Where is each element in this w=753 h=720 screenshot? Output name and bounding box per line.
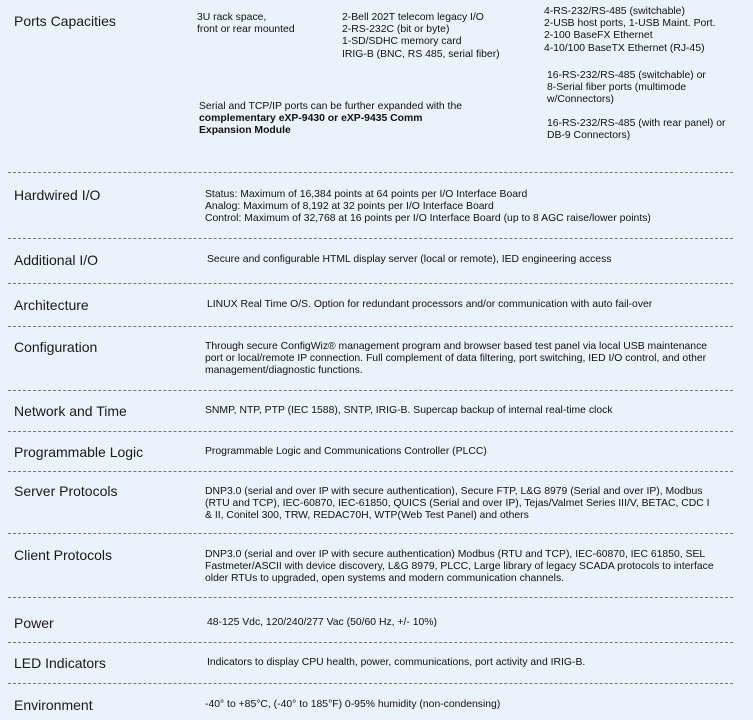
label-led-indicators: LED Indicators	[14, 655, 106, 671]
ports-legacy	[342, 12, 500, 61]
divider	[8, 642, 733, 643]
text-line: Status: Maximum of 16,384 points at 64 points per I/O Interface Board	[205, 189, 528, 200]
divider	[8, 172, 733, 173]
text-line: & II, Conitel 300, TRW, REDAC70H, WTP(Web Test Panel) and others	[205, 510, 529, 522]
text-line: SNMP, NTP, PTP (IEC 1588), SNTP, IRIG-B. Supercap backup of internal real-time clock	[205, 405, 613, 416]
label-additional-io: Additional I/O	[14, 252, 99, 268]
text-line: older RTUs to upgraded, open systems and modern communication channels.	[205, 573, 565, 585]
text-line: Control: Maximum of 32,768 at 16 points per I/O Interface Board (up to 8 AGC raise/lower points)	[205, 213, 651, 225]
text-line: Programmable Logic and Communications Controller (PLCC)	[205, 446, 487, 457]
text-line: 4-RS-232/RS-485 (switchable)	[544, 6, 685, 17]
text-line: DNP3.0 (serial and over IP with secure authentication), Secure FTP, L&G 8979 (Serial and over IP), Modbus	[205, 486, 703, 497]
text-line: Analog: Maximum of 8,192 at 32 points per I/O Interface Board	[205, 201, 494, 213]
divider	[8, 431, 733, 432]
ports-expansion	[199, 101, 462, 138]
ports-rack	[197, 12, 295, 36]
text-line-bold: Expansion Module	[199, 125, 291, 137]
logic-details	[205, 446, 487, 458]
label-programmable-logic: Programmable Logic	[14, 444, 144, 460]
divider	[8, 283, 733, 284]
text-line: Indicators to display CPU health, power, communications, port activity and IRIG-B.	[207, 657, 586, 668]
text-line: 8-Serial fiber ports (multimode	[547, 82, 687, 94]
label-power: Power	[14, 615, 54, 631]
text-line: Through secure ConfigWiz® management program and browser based test panel via local USB maintenance	[205, 341, 708, 352]
text-line: 2-RS-232C (bit or byte)	[342, 24, 450, 36]
divider	[8, 533, 733, 534]
ports-rear-panel	[547, 118, 725, 142]
ports-network	[544, 6, 716, 55]
environment-details	[205, 699, 500, 711]
label-environment: Environment	[14, 697, 93, 713]
text-line: Fastmeter/ASCII with device discovery, L&G 8979, PLCC, Large library of legacy SCADA protocols to interface	[205, 561, 714, 573]
text-line: port or local/remote IP connection. Full complement of data filtering, port switching, IED I/O control, and other	[205, 353, 707, 365]
text-line: w/Connectors)	[547, 94, 614, 106]
text-line: -40° to +85°C, (-40° to 185°F) 0-95% humidity (non-condensing)	[205, 699, 501, 710]
network-details	[205, 405, 613, 417]
text-line: 1-SD/SDHC memory card	[342, 36, 462, 48]
text-line: 2-Bell 202T telecom legacy I/O	[342, 12, 484, 23]
text-line: (RTU and TCP), IEC-60870, IEC-61850, QUICS (Serial and over IP), Tejas/Valmet Series III/V, BETAC, CDC I	[205, 498, 710, 510]
text-line: 4-10/100 BaseTX Ethernet (RJ-45)	[544, 42, 705, 54]
ports-serial-option	[547, 70, 706, 107]
text-line-bold: complementary eXP-9430 or eXP-9435 Comm	[199, 113, 423, 125]
label-configuration: Configuration	[14, 339, 98, 355]
text-line: front or rear mounted	[197, 24, 295, 36]
divider	[8, 326, 733, 327]
text-line: Secure and configurable HTML display server (local or remote), IED engineering access	[207, 254, 612, 265]
divider	[8, 390, 733, 391]
text-line: 2-100 BaseFX Ethernet	[544, 30, 653, 42]
architecture-details	[207, 299, 652, 311]
text-line: IRIG-B (BNC, RS 485, serial fiber)	[342, 48, 500, 60]
label-client-protocols: Client Protocols	[14, 547, 113, 563]
text-line: 48-125 Vdc, 120/240/277 Vac (50/60 Hz, +/- 10%)	[207, 617, 437, 628]
label-architecture: Architecture	[14, 297, 89, 313]
configuration-details	[205, 341, 707, 378]
text-line: 2-USB host ports, 1-USB Maint. Port.	[544, 18, 716, 30]
divider	[8, 597, 733, 598]
text-line: DNP3.0 (serial and over IP with secure authentication) Modbus (RTU and TCP), IEC-60870, IEC 61850, SEL	[205, 549, 706, 560]
label-ports-capacities: Ports Capacities	[14, 13, 116, 29]
divider	[8, 683, 733, 684]
text-line: 3U rack space,	[197, 12, 267, 23]
label-server-protocols: Server Protocols	[14, 483, 118, 499]
divider	[8, 238, 733, 239]
server-details	[205, 486, 710, 523]
power-details	[207, 617, 437, 629]
led-details	[207, 657, 585, 669]
text-line: 16-RS-232/RS-485 (with rear panel) or	[547, 118, 726, 129]
additional-details	[207, 254, 611, 266]
text-line: LINUX Real Time O/S. Option for redundant processors and/or communication with auto fail-over	[207, 299, 653, 310]
text-line: Serial and TCP/IP ports can be further expanded with the	[199, 101, 463, 112]
divider	[8, 471, 733, 472]
client-details	[205, 549, 714, 586]
hardwired-details	[205, 189, 651, 226]
label-hardwired-io: Hardwired I/O	[14, 187, 101, 203]
text-line: 16-RS-232/RS-485 (switchable) or	[547, 70, 706, 81]
label-network-time: Network and Time	[14, 403, 127, 419]
text-line: management/diagnostic functions.	[205, 365, 363, 377]
text-line: DB-9 Connectors)	[547, 130, 631, 142]
